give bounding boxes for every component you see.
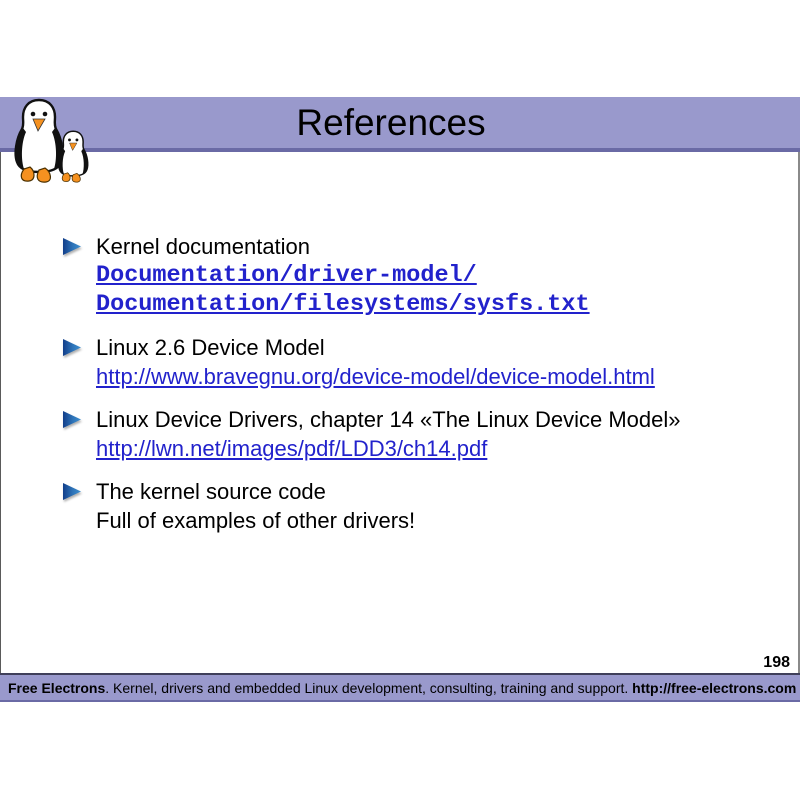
bullet-text: Kernel documentation [96,234,311,259]
bullet-text: The kernel source code [96,479,326,504]
bullet-group-device-model [62,333,798,391]
link-lwn-ch14[interactable]: http://lwn.net/images/pdf/LDD3/ch14.pdf [96,436,488,461]
bullet-arrow-icon [62,338,82,357]
page-number: 198 [763,654,790,671]
bullet-text: Linux Device Drivers, chapter 14 «The Linux Device Model» [96,407,681,432]
footer-tagline: . Kernel, drivers and embedded Linux development, consulting, training and support. [105,679,633,696]
link-driver-model[interactable]: Documentation/driver-model/ [96,262,477,289]
bullet-group-ldd3 [62,405,798,463]
slide-content [0,152,800,673]
slide-header [0,97,800,152]
penguins-logo-icon [4,98,104,190]
bullet-lines [96,477,415,535]
footer-url[interactable]: http://free-electrons.com [632,679,797,696]
footer [0,673,800,702]
bullet-group-kernel-doc [62,232,798,319]
link-sysfs-txt[interactable]: Documentation/filesystems/sysfs.txt [96,291,590,318]
bullet-group-source-code [62,477,798,535]
page-title: References [296,102,486,143]
bullet-arrow-icon [62,482,82,501]
bullet-text: Linux 2.6 Device Model [96,335,325,360]
bullet-lines [96,232,590,319]
bullet-arrow-icon [62,237,82,256]
bullet-lines [96,405,681,463]
bullet-lines [96,333,655,391]
bullet-arrow-icon [62,410,82,429]
bullet-text: Full of examples of other drivers! [96,508,416,533]
footer-brand: Free Electrons [8,679,106,696]
link-bravegnu[interactable]: http://www.bravegnu.org/device-model/device-model.html [96,364,655,389]
